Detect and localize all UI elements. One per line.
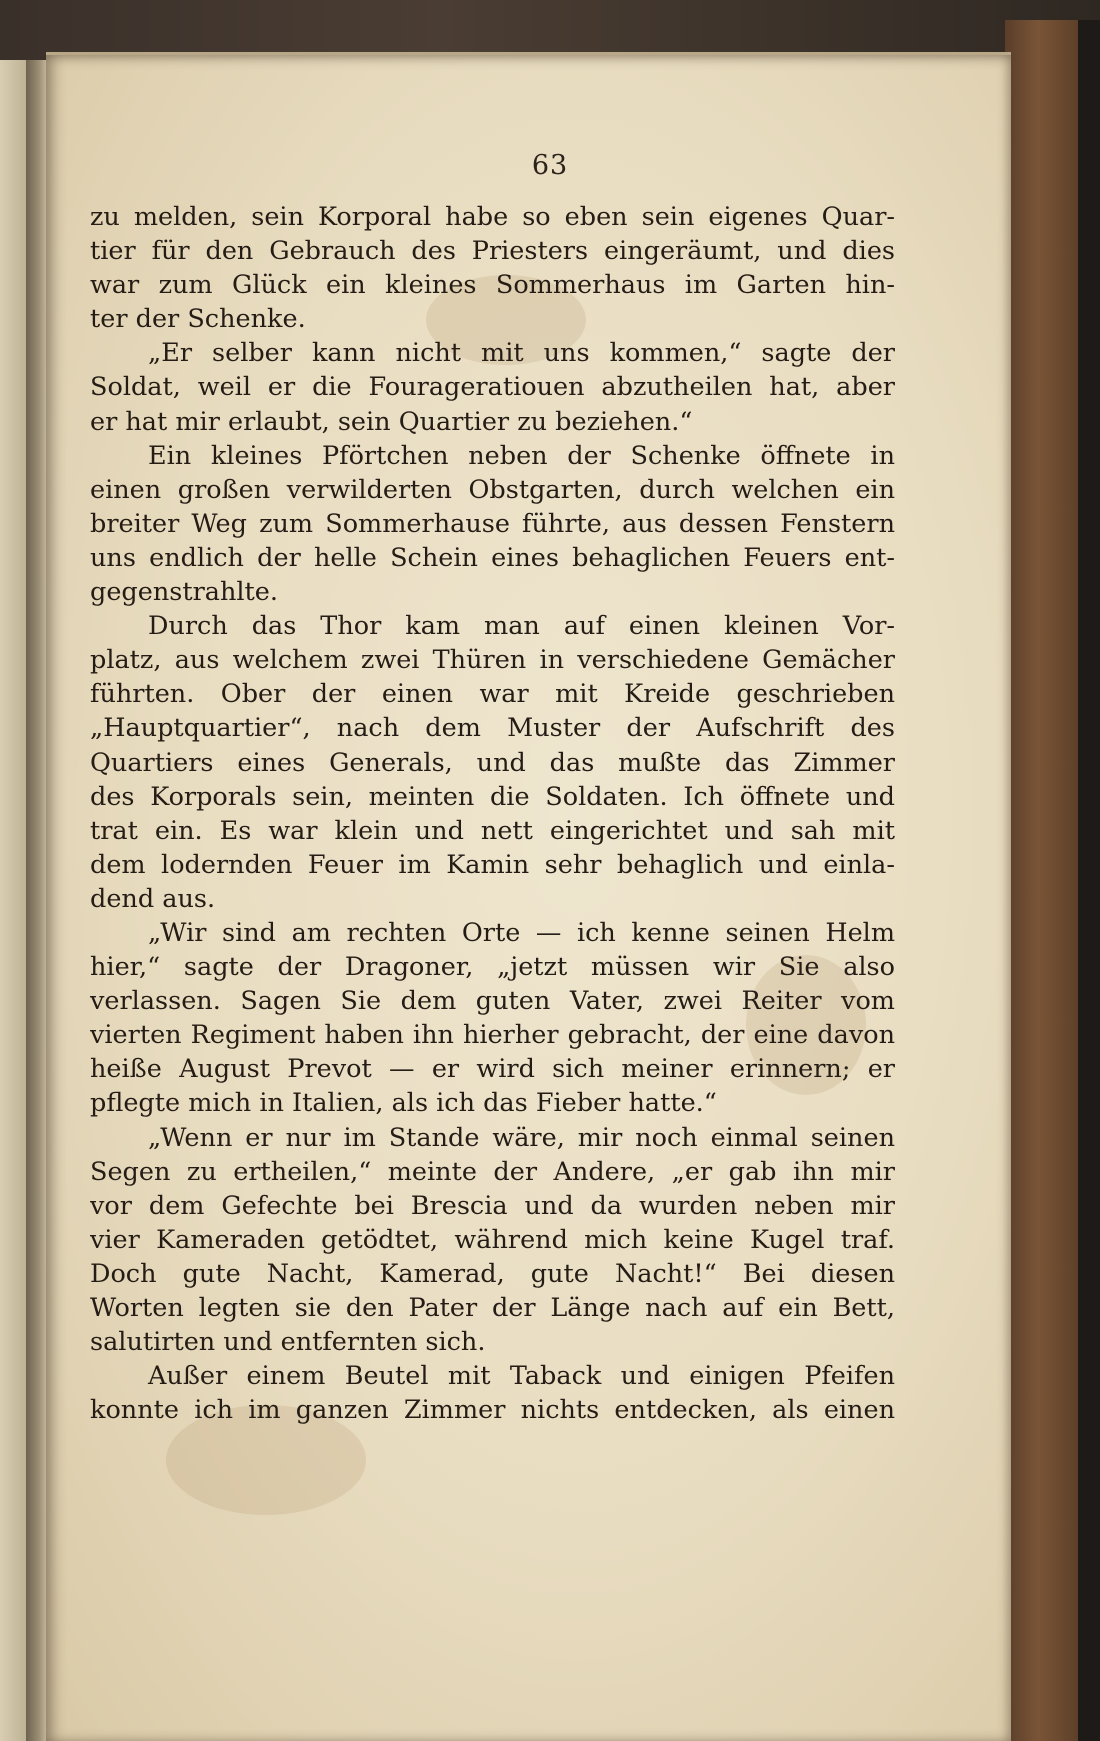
text-line: vierten Regiment haben ihn hierher gebracht, der eine davon <box>90 1020 895 1051</box>
body-text <box>90 200 895 1427</box>
text-line: trat ein. Es war klein und nett eingerichtet und sah mit <box>90 815 895 846</box>
text-line: Doch gute Nacht, Kamerad, gute Nacht!“ Bei diesen <box>90 1258 895 1289</box>
text-line: Soldat, weil er die Fourageratiouen abzutheilen hat, aber <box>90 372 895 403</box>
text-line: breiter Weg zum Sommerhause führte, aus dessen Fenstern <box>90 508 895 539</box>
text-line: vor dem Gefechte bei Brescia und da wurden neben mir <box>90 1190 895 1221</box>
text-line: pflegte mich in Italien, als ich das Fieber hatte.“ <box>90 1088 717 1119</box>
page-number: 63 <box>531 150 569 181</box>
text-line: dend aus. <box>90 883 216 914</box>
text-line: salutirten und entfernten sich. <box>90 1327 486 1358</box>
text-line: des Korporals sein, meinten die Soldaten. Ich öffnete und <box>90 781 895 812</box>
text-line: Worten legten sie den Pater der Länge nach auf ein Bett, <box>90 1293 895 1323</box>
text-line: tier für den Gebrauch des Priesters eingeräumt, und dies <box>90 236 895 267</box>
text-line: „Er selber kann nicht mit uns kommen,“ sagte der <box>148 338 895 369</box>
text-line: Durch das Thor kam man auf einen kleinen Vor- <box>148 611 895 642</box>
text-line: dem lodernden Feuer im Kamin sehr behaglich und einla- <box>90 849 895 880</box>
text-line: „Wir sind am rechten Orte — ich kenne seinen Helm <box>148 917 895 948</box>
text-line: „Wenn er nur im Stande wäre, mir noch einmal seinen <box>148 1122 895 1153</box>
book-cover-edge <box>1078 20 1100 1741</box>
text-line: zu melden, sein Korporal habe so eben sein eigenes Quar- <box>90 202 895 232</box>
text-line: platz, aus welchem zwei Thüren in verschiedene Gemächer <box>90 645 895 676</box>
text-line: er hat mir erlaubt, sein Quartier zu beziehen.“ <box>90 406 693 437</box>
text-line: vier Kameraden getödtet, während mich keine Kugel traf. <box>90 1224 895 1255</box>
text-line: Außer einem Beutel mit Taback und einigen Pfeifen <box>148 1361 895 1392</box>
facing-page-edge <box>0 60 26 1741</box>
text-line: Quartiers eines Generals, und das mußte das Zimmer <box>90 747 895 778</box>
text-line: Ein kleines Pförtchen neben der Schenke öffnete in <box>148 440 895 471</box>
text-line: war zum Glück ein kleines Sommerhaus im Garten hin- <box>90 270 895 301</box>
text-line: führten. Ober der einen war mit Kreide geschrieben <box>90 679 895 710</box>
text-line: Segen zu ertheilen,“ meinte der Andere, „er gab ihn mir <box>90 1156 895 1187</box>
text-line: gegenstrahlte. <box>90 577 279 608</box>
book-gutter <box>26 60 48 1741</box>
text-line: ter der Schenke. <box>90 304 306 335</box>
text-line: „Hauptquartier“, nach dem Muster der Aufschrift des <box>90 713 895 744</box>
text-line: verlassen. Sagen Sie dem guten Vater, zwei Reiter vom <box>90 986 895 1017</box>
text-line: hier,“ sagte der Dragoner, „jetzt müssen wir Sie also <box>90 952 895 983</box>
text-line: heiße August Prevot — er wird sich meiner erinnern; er <box>90 1054 895 1085</box>
text-line: einen großen verwilderten Obstgarten, durch welchen ein <box>90 474 895 505</box>
text-line: konnte ich im ganzen Zimmer nichts entdecken, als einen <box>90 1395 895 1426</box>
text-line: uns endlich der helle Schein eines behaglichen Feuers ent- <box>90 542 895 573</box>
